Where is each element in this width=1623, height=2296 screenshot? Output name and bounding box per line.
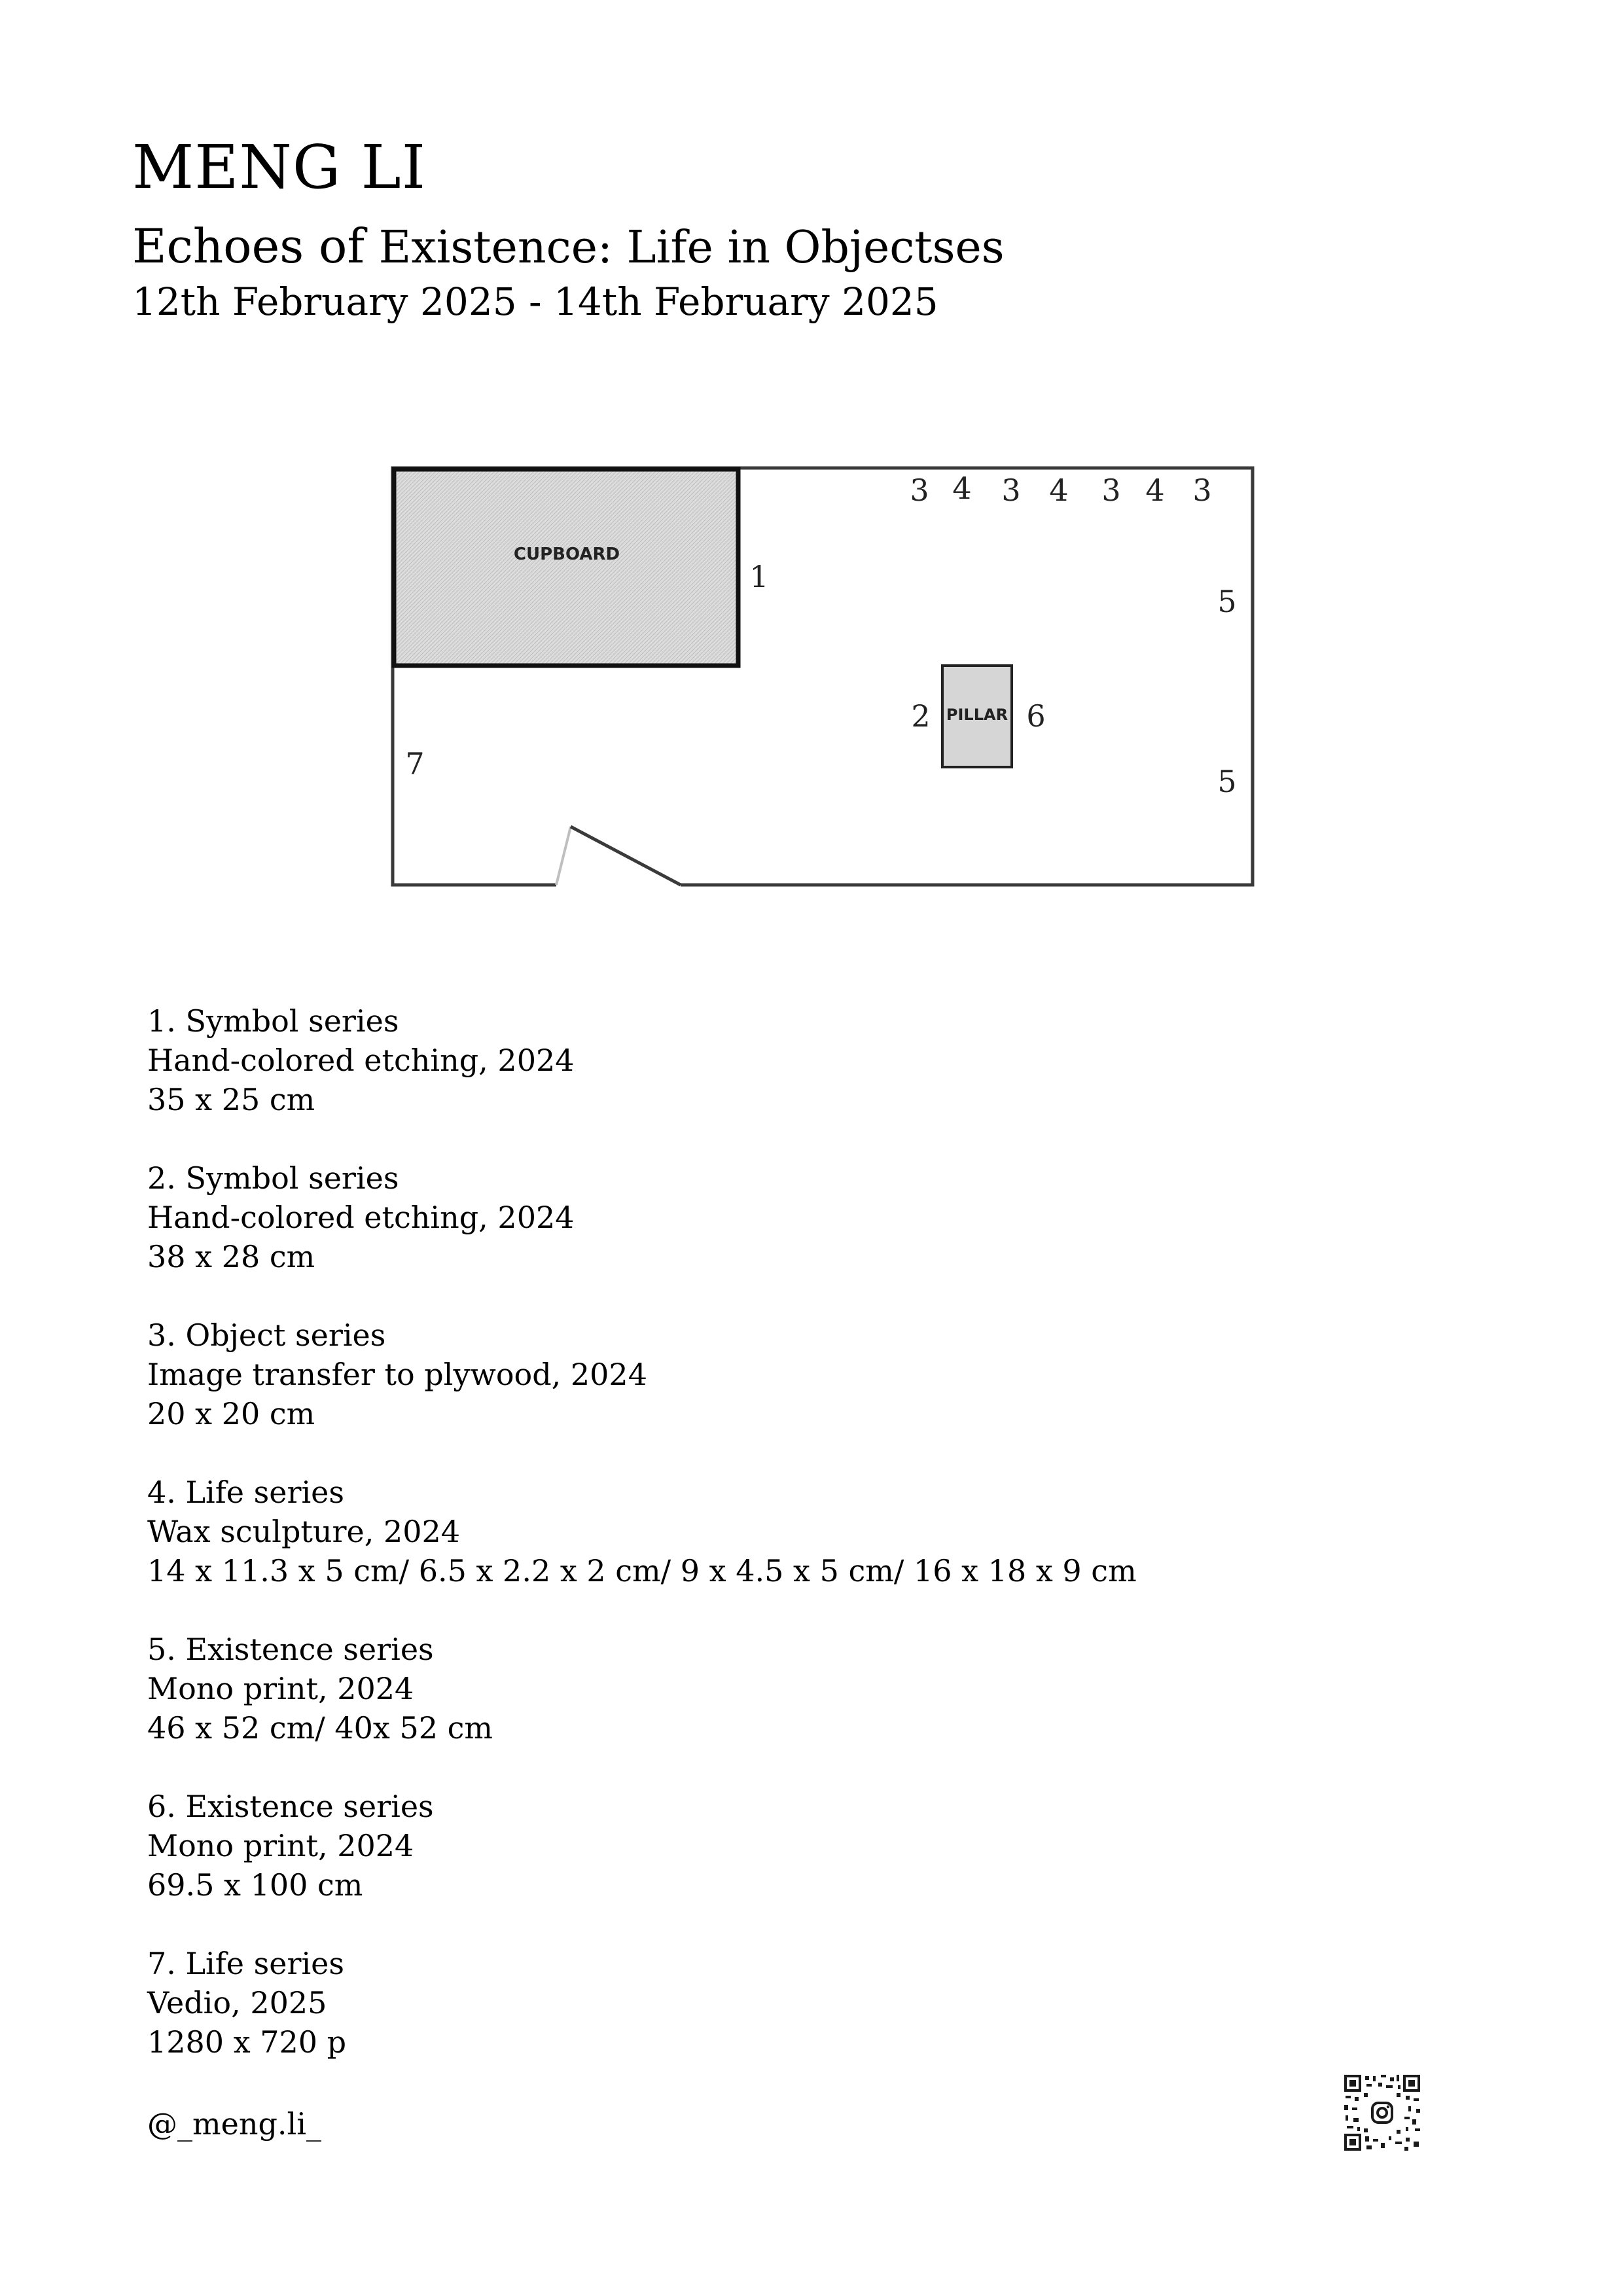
artwork-size: 38 x 28 cm: [147, 1239, 315, 1274]
artwork-item: [147, 1473, 1137, 1590]
plan-number: 3: [1001, 473, 1021, 508]
artwork-item: [147, 1001, 1137, 1119]
pillar-label: PILLAR: [946, 706, 1008, 724]
artwork-heading: 4. Life series: [147, 1475, 344, 1510]
artwork-list: [147, 1001, 1137, 2101]
door-leaf: [571, 827, 681, 885]
artwork-medium: Hand-colored etching, 2024: [147, 1043, 575, 1078]
instagram-qr-code-icon[interactable]: [1343, 2073, 1421, 2152]
plan-number-pillar-right: 6: [1026, 698, 1046, 734]
artwork-heading: 5. Existence series: [147, 1632, 434, 1667]
artwork-medium: Vedio, 2025: [147, 1985, 327, 2020]
instagram-handle: @_meng.li_: [147, 2106, 321, 2142]
plan-number-cupboard-side: 1: [749, 559, 769, 594]
artwork-medium: Wax sculpture, 2024: [147, 1514, 461, 1549]
artwork-medium: Mono print, 2024: [147, 1671, 414, 1706]
artwork-heading: 3. Object series: [147, 1318, 386, 1353]
plan-number: 4: [952, 471, 972, 506]
artwork-size: 46 x 52 cm/ 40x 52 cm: [147, 1710, 493, 1746]
artwork-medium: Hand-colored etching, 2024: [147, 1200, 575, 1235]
plan-number-right-upper: 5: [1217, 584, 1237, 619]
plan-number: 4: [1145, 473, 1165, 508]
artwork-item: [147, 1944, 1137, 2062]
artwork-size: 35 x 25 cm: [147, 1082, 315, 1117]
cupboard: [394, 469, 738, 666]
plan-number-pillar-left: 2: [911, 698, 931, 734]
artist-name: MENG LI: [132, 132, 427, 202]
artwork-item: [147, 1630, 1137, 1748]
door-jamb: [556, 827, 571, 885]
artwork-medium: Mono print, 2024: [147, 1828, 414, 1863]
artwork-medium: Image transfer to plywood, 2024: [147, 1357, 647, 1392]
floor-plan: [0, 0, 1623, 949]
artwork-heading: 2. Symbol series: [147, 1160, 399, 1196]
artwork-item: [147, 1787, 1137, 1905]
exhibition-dates: 12th February 2025 - 14th February 2025: [132, 279, 938, 324]
plan-number-left-wall: 7: [405, 746, 425, 781]
artwork-heading: 6. Existence series: [147, 1789, 434, 1824]
cupboard-label: CUPBOARD: [513, 545, 620, 564]
artwork-size: 1280 x 720 p: [147, 2024, 347, 2060]
plan-number: 3: [910, 473, 929, 508]
artwork-item: [147, 1158, 1137, 1276]
artwork-size: 14 x 11.3 x 5 cm/ 6.5 x 2.2 x 2 cm/ 9 x 4.5 x 5 cm/ 16 x 18 x 9 cm: [147, 1553, 1137, 1588]
plan-number: 4: [1049, 473, 1069, 508]
top-wall-numbers: [910, 471, 1211, 508]
exhibition-title-lead: Echoes of: [132, 219, 365, 274]
artwork-heading: 1. Symbol series: [147, 1003, 399, 1039]
exhibition-title-rest: Existence: Life in Objectses: [365, 222, 1005, 274]
plan-number-right-lower: 5: [1217, 764, 1237, 799]
plan-number: 3: [1101, 473, 1121, 508]
artwork-size: 20 x 20 cm: [147, 1396, 315, 1431]
artwork-heading: 7. Life series: [147, 1946, 344, 1981]
artwork-item: [147, 1316, 1137, 1433]
artwork-size: 69.5 x 100 cm: [147, 1867, 363, 1903]
plan-number: 3: [1192, 473, 1212, 508]
